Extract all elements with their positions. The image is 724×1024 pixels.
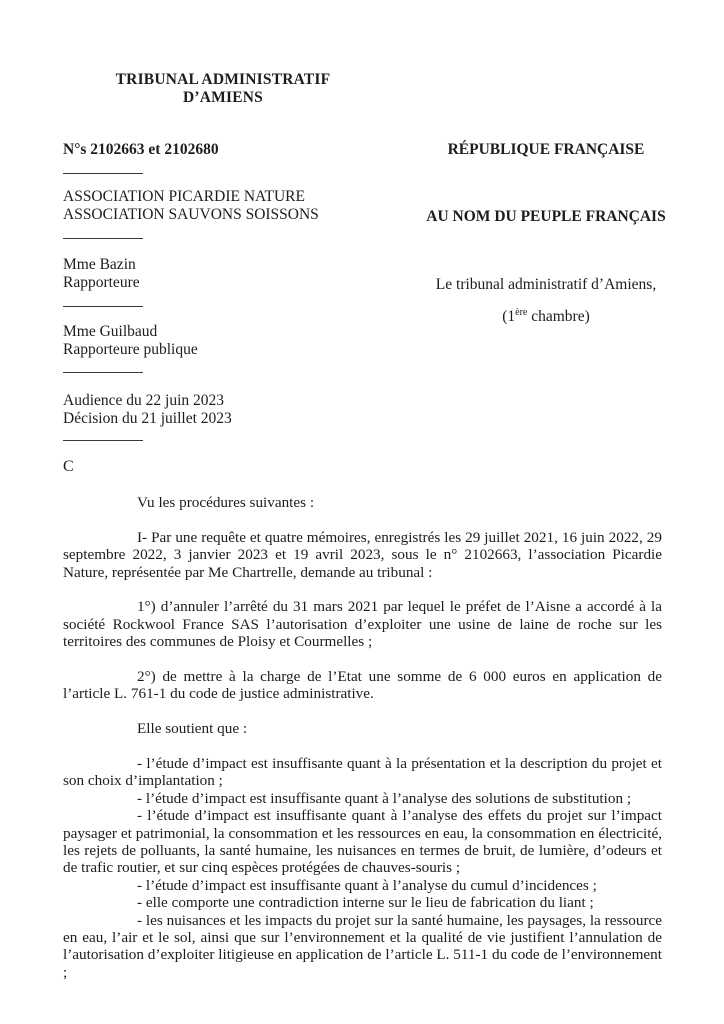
party-name: ASSOCIATION SAUVONS SOISSONS — [63, 205, 319, 223]
classification-code: C — [63, 458, 74, 475]
parties-block — [63, 188, 319, 223]
plea-item: - elle comporte une contradiction interne sur le lieu de fabrication du liant ; — [137, 894, 594, 912]
separator-line — [63, 306, 143, 307]
demand-2: 2°) de mettre à la charge de l’Etat une somme de 6 000 euros en application de l’article L. 761-1 du code de justice administrative. — [63, 668, 662, 703]
republique-title: RÉPUBLIQUE FRANÇAISE — [447, 141, 645, 158]
request-paragraph: I- Par une requête et quatre mémoires, enregistrés les 29 juillet 2021, 16 juin 2022, 29 septembre 2022, 3 janvier 2023 et 19 avril 2023, sous le n° 2102663, l’association Picardie Nature, représentée par Me Chartrelle, demande au tribunal : — [63, 528, 662, 581]
demand-1: 1°) d’annuler l’arrêté du 31 mars 2021 par lequel le préfet de l’Aisne a accordé à la société Rockwool France SAS l’autorisation d’exploiter une usine de laine de roche sur les territoires des communes de Ploisy et Courmelles ; — [63, 598, 662, 651]
court-name-line1: TRIBUNAL ADMINISTRATIF — [115, 71, 331, 88]
case-numbers: N°s 2102663 et 2102680 — [63, 141, 219, 158]
plea-item: - l’étude d’impact est insuffisante quant à l’analyse des effets du projet sur l’impact paysager et patrimonial, la consommation et les ressources en eau, la consommation en électricité, les rejets de polluants, la santé humaine, les nuisances en termes de bruit, de lumière, d’odeurs et de trafic routier, et sur cinq espèces protégées de chauves-souris ; — [63, 807, 662, 877]
soutient-intro: Elle soutient que : — [137, 720, 248, 738]
au-nom-du-peuple: AU NOM DU PEUPLE FRANÇAIS — [426, 208, 666, 225]
court-name-line2: D’AMIENS — [183, 89, 263, 106]
decision-body — [63, 494, 662, 981]
tribunal-formula: Le tribunal administratif d’Amiens, — [435, 276, 657, 293]
plea-item: - l’étude d’impact est insuffisante quant à l’analyse des solutions de substitution ; — [137, 789, 632, 807]
plea-item: - l’étude d’impact est insuffisante quant à l’analyse du cumul d’incidences ; — [137, 876, 597, 894]
party-name: ASSOCIATION PICARDIE NATURE — [63, 188, 305, 205]
plea-item: - les nuisances et les impacts du projet sur la santé humaine, les paysages, la ressource en eau, l’air et le sol, ainsi que sur l’environnement et la qualité de vie justifient l’annulation de l’autorisation d’exploiter litigieuse en application de l’article L. 511-1 du code de l’environnement ; — [63, 911, 662, 981]
rapporteure-title: Rapporteure — [63, 273, 140, 291]
court-heading — [63, 71, 383, 107]
chamber-line — [420, 308, 672, 326]
separator-line — [63, 372, 143, 373]
chamber-open: (1 — [502, 308, 516, 325]
audience-date: Audience du 22 juin 2023 — [63, 392, 225, 409]
rapporteure-block — [63, 256, 140, 291]
separator-line — [63, 238, 143, 239]
rapporteure-publique-name: Mme Guilbaud — [63, 323, 158, 340]
chamber-ordinal-sup: ère — [515, 306, 528, 318]
plea-item: - l’étude d’impact est insuffisante quant à la présentation et la description du projet et son choix d’implantation ; — [63, 755, 662, 790]
separator-line — [63, 173, 143, 174]
chamber-close: chambre) — [527, 308, 590, 325]
rapporteure-publique-title: Rapporteure publique — [63, 340, 198, 358]
rapporteure-name: Mme Bazin — [63, 256, 136, 273]
separator-line — [63, 440, 143, 441]
rapporteure-publique-block — [63, 323, 198, 358]
dates-block — [63, 392, 232, 427]
decision-date: Décision du 21 juillet 2023 — [63, 409, 232, 427]
procedures-intro: Vu les procédures suivantes : — [137, 494, 315, 511]
